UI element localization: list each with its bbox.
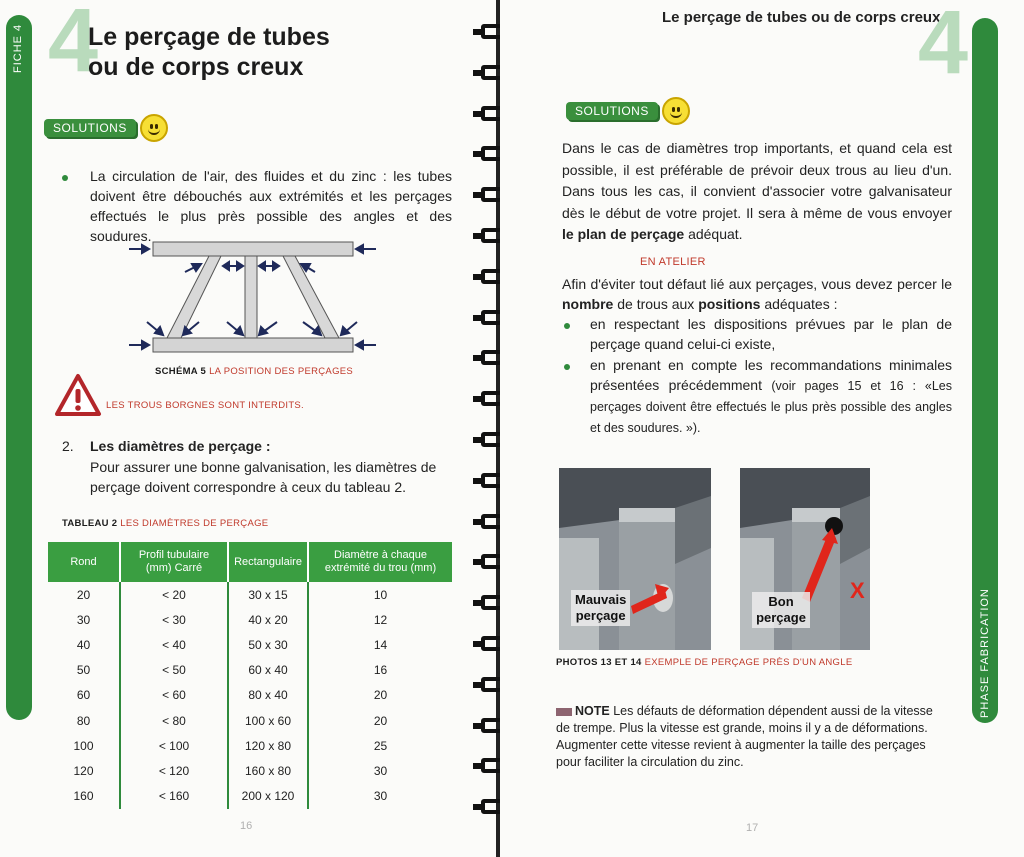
bullet-2-small: (voir pages 15 et 16 : «Les perçages doivent être effectués le plus près possible des angles et des soudures. »). [590,379,952,435]
bullet-2 [590,355,952,438]
table-row [48,582,452,607]
header-diametre: Diamètre à chaque extrémité du trou (mm) [308,542,452,582]
photo-bad-label [571,590,630,626]
table-row [48,607,452,632]
atelier-text-1: Afin d'éviter tout défaut lié aux perçages, vous devez percer le [562,276,952,292]
note-paragraph [556,703,948,771]
table-row [48,683,452,708]
table-cell: < 40 [120,632,228,657]
table-cell: 40 x 20 [228,607,308,632]
fiche-label: FICHE 4 [12,23,24,73]
page-number-left: 16 [240,820,253,832]
table-cell: 60 [48,683,120,708]
photo-good-drilling [740,468,870,650]
item-number: 2. [62,438,74,454]
table-caption-prefix: TABLEAU 2 [62,518,118,529]
photos-caption-text: EXEMPLE DE PERÇAGE PRÈS D'UN ANGLE [644,657,853,668]
table-header-row [48,542,452,582]
table-cell: 20 [373,713,388,728]
page-number-right: 17 [746,822,759,834]
bullet-dot-2 [564,364,570,370]
intro-bold: le plan de perçage [562,226,685,242]
photo-good-label-line2: perçage [756,610,806,625]
table-cell: < 100 [120,733,228,758]
intro-text-1: Dans le cas de diamètres trop importants, et quand cela est possible, il est préférable de prévoir deux trous au lieu d'un. Dans tous les cas, il convient d'associer votre galvanisateur dès le début de votre projet. Il sera à même de vous envoyer [562,140,952,221]
photo-good-label-line1: Bon [768,594,794,609]
atelier-heading: EN ATELIER [640,256,706,268]
table-row [48,784,452,809]
table-cell: 160 x 80 [228,758,308,783]
photo-bad-label-line2: perçage [575,608,626,623]
table-cell: 200 x 120 [228,784,308,809]
top-beam [153,242,353,256]
photo-good-label [752,592,810,628]
table-row [48,658,452,683]
table-cell: < 20 [120,582,228,607]
table-cell: 120 x 80 [228,733,308,758]
warning-triangle-icon [54,373,102,417]
table-cell: 20 [48,582,120,607]
bullet-dot [62,175,68,181]
title-line-2: ou de corps creux [88,53,304,81]
table-cell: < 50 [120,658,228,683]
photo-good-x-mark: X [850,578,865,603]
table-cell: 16 [373,663,388,678]
table-cell: 20 [373,688,388,703]
table-cell: 30 [48,607,120,632]
table-cell: 100 [48,733,120,758]
table-cell: 30 x 15 [228,582,308,607]
schema-caption-text: LA POSITION DES PERÇAGES [209,366,354,377]
table-cell: < 30 [120,607,228,632]
table-cell: 40 [48,632,120,657]
schema-caption-prefix: SCHÉMA 5 [155,366,207,377]
table-row [48,708,452,733]
atelier-text-3: adéquates : [764,296,838,312]
bullet-dot-1 [564,323,570,329]
table-cell: 100 x 60 [228,708,308,733]
table-cell: 50 [48,658,120,683]
solutions-label-right: SOLUTIONS [566,102,658,120]
photo-bad-drilling [559,468,711,650]
chapter-number-right: 4 [918,0,969,93]
table-cell: < 80 [120,708,228,733]
bullet-text: La circulation de l'air, des fluides et du zinc : les tubes doivent être débouchés aux extrémités et les perçages effectués le plus près possible des angles et des soudures. [90,168,452,244]
bullet-1: en respectant les dispositions prévues par le plan de perçage quand celui-ci existe, [590,316,952,352]
table-row [48,758,452,783]
table-cell: 80 [48,708,120,733]
table-cell: 30 [373,789,388,804]
note-marker-icon [556,708,572,716]
intro-text-2: adéquat. [688,226,743,242]
solutions-label: SOLUTIONS [44,119,136,137]
note-text: Les défauts de déformation dépendent aussi de la vitesse de trempe. Plus la vitesse est grande, moins il y a de déformations. Augmenter cette vitesse revient à augmenter la taille des perçages pour faciliter la circulation du zinc. [556,704,933,769]
table-cell: 14 [373,637,388,652]
table-cell: 80 x 40 [228,683,308,708]
right-diagonal-tube [283,256,339,338]
solutions-badge-right [566,97,690,125]
bullet-2-main: en prenant en compte les recommandations minimales présentées précédemment [590,357,952,393]
chapter-number: 4 [48,0,99,91]
solutions-badge [44,114,168,142]
table-cell: 160 [48,784,120,809]
warning-text: LES TROUS BORGNES SONT INTERDITS. [106,400,304,411]
left-page [0,0,496,857]
title-line-1: Le perçage de tubes [88,23,330,51]
table-cell: 30 [373,763,388,778]
table-cell: 50 x 30 [228,632,308,657]
running-title: Le perçage de tubes ou de corps creux [662,9,941,26]
note-label: NOTE [575,704,610,718]
drilling-position-diagram [125,236,380,361]
table-cell: 12 [373,612,388,627]
center-tube [245,256,257,338]
table-row [48,733,452,758]
item-heading: Les diamètres de perçage : [90,438,271,454]
table-cell: < 120 [120,758,228,783]
photo-bad-label-line1: Mauvais [575,592,627,607]
phase-side-tab [972,18,998,723]
header-rectangulaire: Rectangulaire [228,542,308,582]
photos-caption-prefix: PHOTOS 13 ET 14 [556,657,642,668]
atelier-text-2: de trous aux [617,296,695,312]
smiley-icon [140,114,168,142]
schema-caption [155,366,353,377]
table-cell: 60 x 40 [228,658,308,683]
table-caption-text: LES DIAMÈTRES DE PERÇAGE [120,518,269,529]
bottom-beam [153,338,353,352]
right-page [500,0,1024,857]
table-row [48,632,452,657]
fiche-side-tab [6,15,32,720]
table-caption [62,518,268,529]
table-cell: 10 [373,587,388,602]
table-cell: 120 [48,758,120,783]
photos-caption [556,657,852,668]
page-title [88,22,330,82]
drilling-diameters-table [48,542,452,809]
table-cell: < 160 [120,784,228,809]
item-text: Pour assurer une bonne galvanisation, les diamètres de perçage doivent correspondre à ceux du tableau 2. [90,459,437,495]
header-carre: Profil tubulaire (mm) Carré [120,542,228,582]
table-cell: < 60 [120,683,228,708]
header-rond: Rond [48,542,120,582]
atelier-bold-2: positions [698,296,761,312]
smiley-icon-right [662,97,690,125]
intro-paragraph [562,138,952,246]
table-cell: 25 [373,738,388,753]
phase-label: PHASE FABRICATION [979,588,991,718]
atelier-paragraph [562,274,952,314]
atelier-bold-1: nombre [562,296,614,312]
